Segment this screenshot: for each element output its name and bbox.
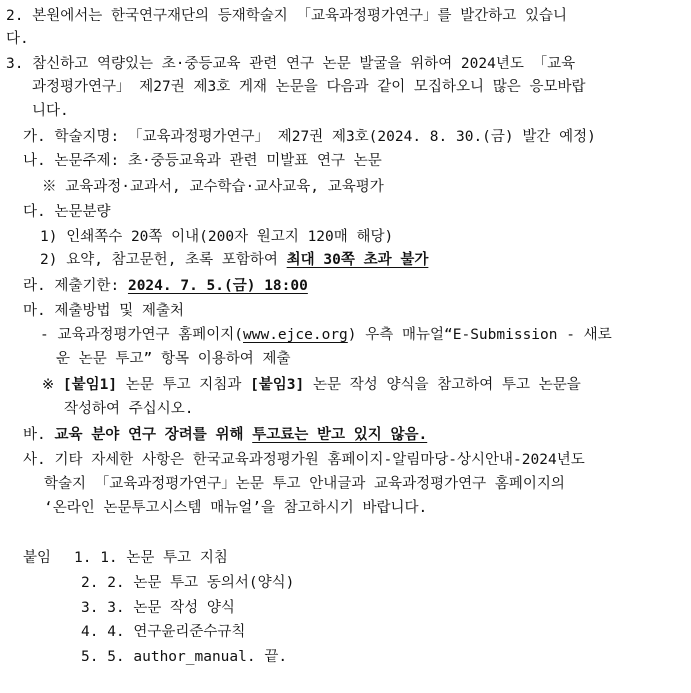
ra-label: 라. 제출기한: [23, 278, 128, 294]
item2-line1: 2. 본원에서는 한국연구재단의 등재학술지 「교육과정평가연구」를 발간하고 있습니 [6, 8, 568, 24]
na-topic: 나. 논문주제: 초·중등교육과 관련 미발표 연구 논문 [23, 153, 382, 169]
attachments-label: 붙임 [23, 550, 52, 566]
attachment-item: 5. 5. author_manual. 끝. [81, 649, 288, 665]
note-mid: 논문 투고 지침과 [117, 377, 251, 393]
ba-label: 바. [23, 427, 55, 443]
item3-line3: 니다. [32, 103, 69, 119]
attachment-item: 3. 3. 논문 작성 양식 [81, 600, 235, 616]
item3-line1: 3. 참신하고 역량있는 초·중등교육 관련 연구 논문 발굴을 위하여 2024년도 「교육 [6, 56, 576, 72]
da-length-title: 다. 논문분량 [23, 204, 111, 220]
da-item2-text: 2) 요약, 참고문헌, 초록 포함하여 [40, 252, 287, 268]
sa-other-line3: ‘온라인 논문투고시스템 매뉴얼’을 참고하시기 바랍니다. [44, 500, 428, 516]
no-fee-text: 투고료는 받고 있지 않음. [252, 427, 428, 443]
item3-line2: 과정평가연구」 제27권 제3호 게재 논문을 다음과 같이 모집하오니 많은 응모바랍 [32, 79, 586, 95]
ma-line1-post: ) 우측 매뉴얼“E-Submission - 새로 [347, 327, 612, 343]
note-mark: ※ [42, 377, 63, 393]
sa-other-line1: 사. 기타 자세한 사항은 한국교육과정평가원 홈페이지-알림마당-상시안내-2024년도 [23, 452, 585, 468]
attachment3-ref: [붙임3] [250, 377, 305, 393]
ma-note-line1 [42, 375, 581, 395]
da-max-pages: 최대 30쪽 초과 불가 [286, 252, 429, 268]
item2-line2: 다. [6, 31, 29, 47]
attachment-item: 4. 4. 연구윤리준수규칙 [81, 624, 246, 640]
ma-note-line2: 작성하여 주십시오. [64, 401, 194, 417]
ma-submission-title: 마. 제출방법 및 제출처 [23, 303, 184, 319]
da-length-item1: 1) 인쇄쪽수 20쪽 이내(200자 원고지 120매 해당) [40, 229, 394, 245]
attachment1-ref: [붙임1] [62, 377, 118, 393]
journal-website-link[interactable]: www.ejce.org [243, 327, 348, 343]
ra-deadline [23, 276, 308, 296]
ga-journal-name: 가. 학술지명: 「교육과정평가연구」 제27권 제3호(2024. 8. 30.(금) 발간 예정) [23, 129, 596, 145]
attachment-item: 2. 2. 논문 투고 동의서(양식) [81, 575, 295, 591]
ma-submission-line1 [40, 325, 612, 345]
deadline-value: 2024. 7. 5.(금) 18:00 [127, 278, 308, 294]
da-length-item2 [40, 250, 428, 270]
ma-line1-pre: - 교육과정평가연구 홈페이지( [40, 327, 244, 343]
sa-other-line2: 학술지 「교육과정평가연구」논문 투고 안내글과 교육과정평가연구 홈페이지의 [44, 476, 565, 492]
attachment-item: 1. 1. 논문 투고 지침 [74, 550, 228, 566]
ba-fee-notice [23, 425, 427, 445]
note-post: 논문 작성 양식을 참고하여 투고 논문을 [304, 377, 581, 393]
na-topic-note: ※ 교육과정·교과서, 교수학습·교사교육, 교육평가 [42, 179, 384, 195]
ma-submission-line2: 운 논문 투고” 항목 이용하여 제출 [56, 351, 291, 367]
ba-bold-text: 교육 분야 연구 장려를 위해 [54, 427, 253, 443]
